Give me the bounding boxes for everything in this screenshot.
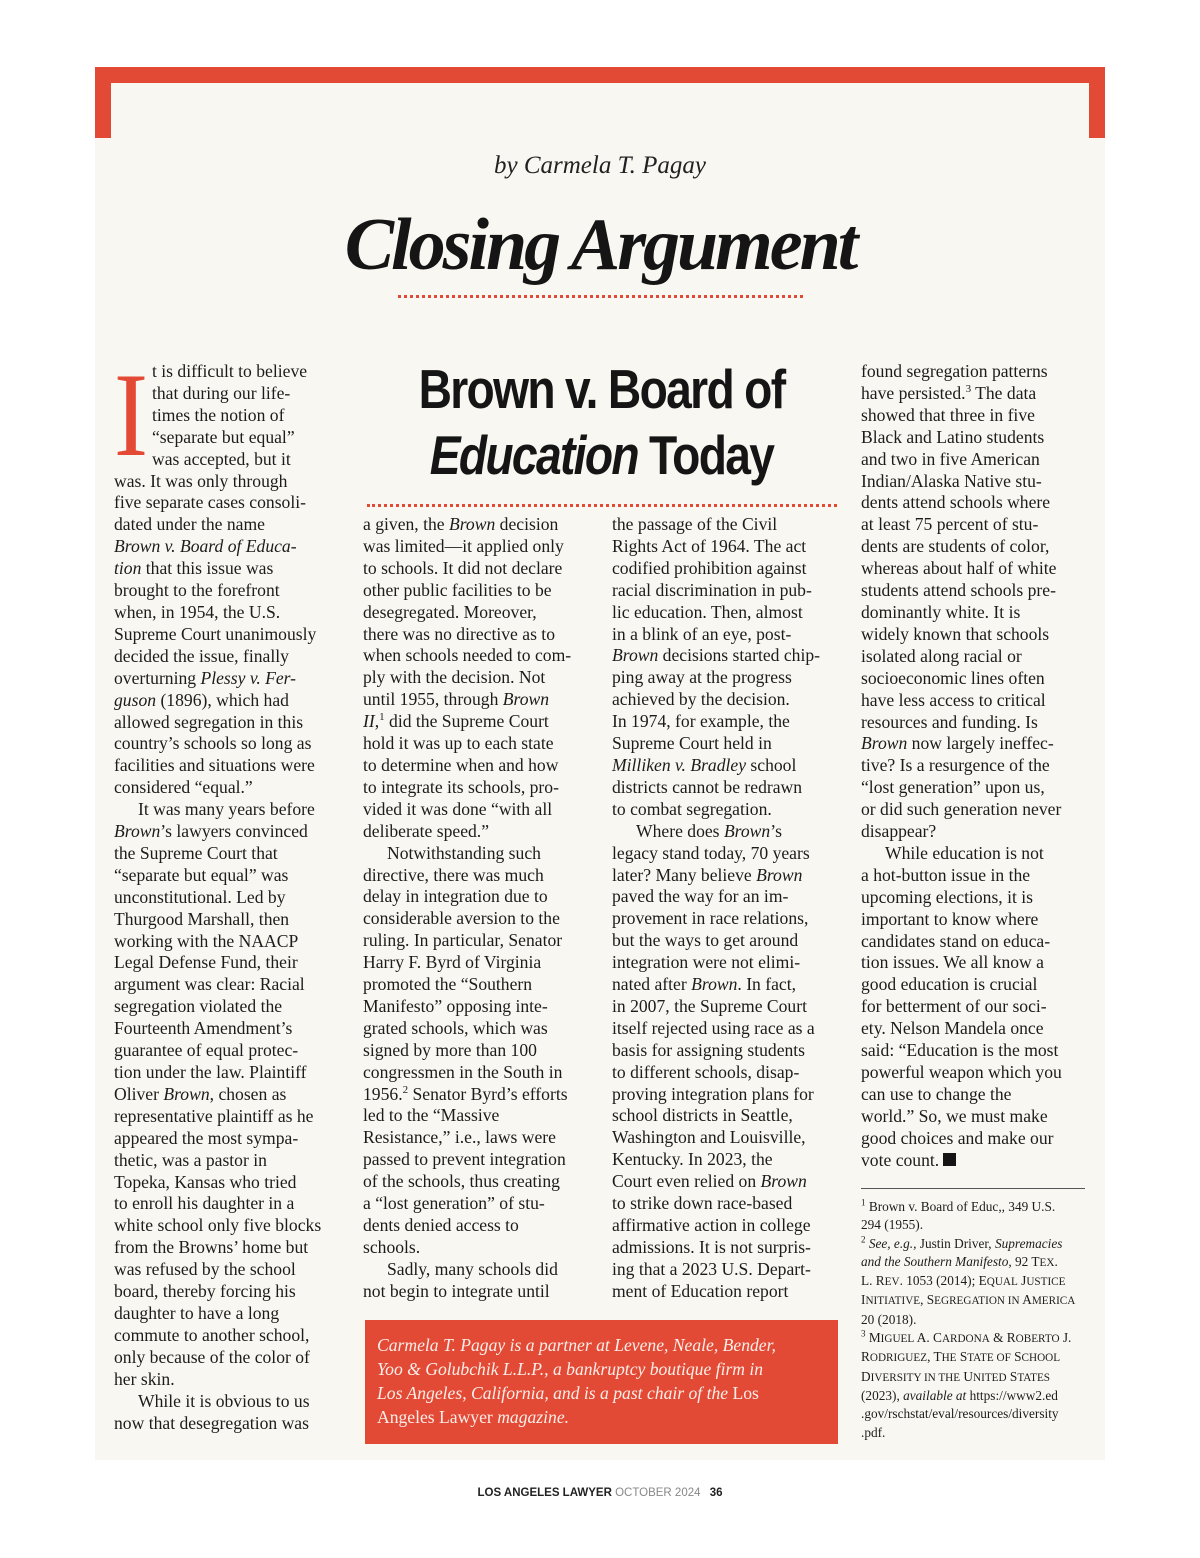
text-line: candidates stand on educa- [861,930,1051,951]
text-line: vided it was done “with all [363,798,553,819]
text-line: at least 75 percent of stu- [861,514,1039,535]
text-line: that during our life- [152,382,291,403]
text-line: good choices and make our [861,1127,1054,1148]
text-line: have less access to critical [861,689,1046,710]
text-line: dominantly white. It is [861,601,1021,622]
text-line: proving integration plans for [612,1083,814,1104]
text-line: upcoming elections, it is [861,886,1034,907]
text-line: powerful weapon which you [861,1062,1062,1082]
text-line: It was many years before [138,799,315,820]
text-line: paved the way for an im- [612,886,789,907]
text-line: Court even relied on Brown [612,1171,807,1192]
text-line: a “lost generation” of stu- [363,1193,545,1214]
text-line: the passage of the Civil [612,514,778,534]
text-line: not begin to integrate until [363,1280,550,1301]
footnote-line: 20 (2018). [861,1311,917,1327]
text-line: when schools needed to com- [363,645,572,666]
footer-date: OCTOBER 2024 [615,1487,701,1499]
header-frame-left [95,67,111,138]
text-line: decided the issue, finally [114,645,289,666]
bio-line: Angeles Lawyer magazine. [377,1407,570,1427]
footnote-line: RODRIGUEZ, THE STATE OF SCHOOL [861,1349,1061,1365]
text-line: ruling. In particular, Senator [363,930,563,951]
text-line: daughter to have a long [114,1302,280,1323]
text-line: promoted the “Southern [363,974,533,995]
text-line: Fourteenth Amendment’s [114,1018,293,1039]
text-line: t is difficult to believe [152,361,308,381]
drop-cap: I [114,348,148,481]
text-line: in 2007, the Supreme Court [612,995,807,1016]
text-line: Topeka, Kansas who tried [114,1171,297,1192]
text-line: there was no directive as to [363,623,555,644]
text-line: other public facilities to be [363,579,552,600]
text-line: Notwithstanding such [387,842,541,863]
text-line: allowed segregation in this [114,711,304,732]
text-line: dents denied access to [363,1215,519,1235]
text-line: working with the NAACP [114,930,299,951]
text-line: thetic, was a pastor in [114,1149,267,1170]
text-line: and two in five American [861,448,1040,469]
text-line: grated schools, which was [363,1017,548,1038]
text-line: Supreme Court unanimously [114,623,317,644]
text-line: Brown decisions started chip- [612,645,821,666]
text-line: or did such generation never [861,799,1062,820]
text-line: to different schools, disap- [612,1061,800,1082]
text-line: tion issues. We all know a [861,952,1044,973]
text-line: but the ways to get around [612,930,799,951]
text-line: While education is not [885,842,1044,863]
text-line: disappear? [861,821,937,842]
footnote-line: L. REV. 1053 (2014); EQUAL JUSTICE [861,1273,1066,1289]
text-line: “separate but equal” was [114,864,289,885]
text-line: affirmative action in college [612,1215,811,1235]
text-line: isolated along racial or [861,645,1022,666]
text-line: commute to another school, [114,1324,310,1345]
text-line: achieved by the decision. [612,689,790,710]
text-line: deliberate speed.” [363,820,490,841]
article-title-rest: Today [637,424,774,486]
footnote-rule [861,1188,1085,1189]
text-line: found segregation patterns [861,361,1048,381]
bio-line: Los Angeles, California, and is a past chair of the Los [377,1383,759,1403]
text-line: resources and funding. Is [861,711,1038,732]
text-line: Oliver Brown, chosen as [114,1083,287,1104]
text-line: ety. Nelson Mandela once [861,1018,1044,1039]
text-line: tion under the law. Plaintiff [114,1062,307,1082]
text-line: considered “equal.” [114,777,253,798]
text-line: ply with the decision. Not [363,667,546,688]
text-line: Kentucky. In 2023, the [612,1149,773,1170]
text-line: to strike down race-based [612,1193,793,1214]
text-line: important to know where [861,908,1039,929]
text-line: considerable aversion to the [363,908,560,929]
text-line: ing that a 2023 U.S. Depart- [612,1258,811,1279]
text-line: districts cannot be redrawn [612,776,803,797]
text-line: a hot-button issue in the [861,864,1031,885]
text-line: ping away at the progress [612,667,792,688]
text-line: later? Many believe Brown [612,864,803,885]
text-line: board, thereby forcing his [114,1281,296,1302]
end-mark [943,1153,956,1166]
text-line: for betterment of our soci- [861,996,1047,1017]
text-line: tive? Is a resurgence of the [861,755,1050,776]
text-line: Legal Defense Fund, their [114,952,298,973]
text-line: widely known that schools [861,623,1050,644]
text-line: students attend schools pre- [861,580,1056,601]
text-line: Washington and Louisville, [612,1127,806,1148]
text-line: now that desegregation was [114,1412,309,1433]
text-line: Harry F. Byrd of Virginia [363,952,542,973]
article-column-4 [861,361,1062,1172]
footnote-line: .gov/rschstat/eval/resources/diversity [861,1406,1059,1422]
byline: by Carmela T. Pagay [493,152,706,179]
text-line: passed to prevent integration [363,1149,566,1170]
text-line: Brown’s lawyers convinced [114,821,308,842]
text-line: hold it was up to each state [363,733,554,754]
text-line: in a blink of an eye, post- [612,623,792,644]
text-line: ment of Education report [612,1280,789,1301]
text-line: showed that three in five [861,404,1035,425]
footnote-line: (2023), available at https://www2.ed [861,1387,1058,1403]
text-line: world.” So, we must make [861,1105,1048,1126]
text-line: schools. [363,1236,421,1257]
footnote-line: .pdf. [861,1424,886,1440]
text-line: integration were not elimi- [612,952,801,973]
text-line: was refused by the school [114,1259,296,1280]
text-line: racial discrimination in pub- [612,579,812,600]
text-line: Sadly, many schools did [387,1258,558,1279]
text-line: dents attend schools where [861,492,1051,513]
text-line: country’s schools so long as [114,733,312,754]
text-line: desegregated. Moreover, [363,601,537,622]
text-line: “separate but equal” [152,426,295,447]
text-line: dents are students of color, [861,536,1050,557]
footnote-line: $^2$ See, e.g., Justin Driver, Supremacies [861,1234,1063,1251]
text-line: Where does Brown’s [636,820,782,841]
text-line: when, in 1954, the U.S. [114,601,281,622]
text-line: 1956.$^2$ Senator Byrd’s efforts [363,1083,568,1104]
text-line: Manifesto” opposing inte- [363,995,548,1016]
page-footer [0,1487,1200,1499]
text-line: said: “Education is the most [861,1040,1059,1061]
text-line: have persisted.$^3$ The data [861,382,1037,403]
article-column-1 [114,348,322,1434]
text-line: Supreme Court held in [612,733,772,754]
text-line: tion that this issue was [114,558,274,579]
footnote-line: INITIATIVE, SEGREGATION IN AMERICA [861,1292,1076,1308]
text-line: was. It was only through [114,470,288,491]
text-line: codified prohibition against [612,557,807,578]
article-title-line1: Brown v. Board of [418,358,785,420]
text-line: white school only five blocks [114,1215,322,1236]
text-line: congressmen in the South in [363,1061,563,1082]
text-line: overturning Plessy v. Fer- [114,667,297,688]
bio-line: Carmela T. Pagay is a partner at Levene, Neale, Bender, [377,1335,776,1355]
text-line: led to the “Massive [363,1105,500,1126]
text-line: guarantee of equal protec- [114,1040,299,1061]
footnotes [861,1198,1075,1442]
text-line: times the notion of [152,404,285,425]
footnote-line: $^1$ Brown v. Board of Educ,, 349 U.S. [861,1197,1056,1214]
text-line: basis for assigning students [612,1039,806,1060]
text-line: from the Browns’ home but [114,1237,309,1258]
page-number: 36 [709,1487,723,1499]
text-line: nated after Brown. In fact, [612,974,797,995]
footer-publication: LOS ANGELES LAWYER [477,1487,612,1499]
text-line: directive, there was much [363,864,544,885]
text-line: Black and Latino students [861,426,1045,447]
text-line: whereas about half of white [861,558,1057,579]
text-line: Brown v. Board of Educa- [114,536,297,557]
text-line: dated under the name [114,514,265,535]
footnote-line: $^3$ MIGUEL A. CARDONA & ROBERTO J. [861,1328,1072,1346]
text-line: provement in race relations, [612,908,809,929]
text-line: until 1955, through Brown [363,689,550,710]
dotted-divider-top [398,295,803,298]
text-line: II,$^1$ did the Supreme Court [363,711,549,732]
text-line: “lost generation” upon us, [861,777,1045,798]
header-frame-right [1089,67,1105,138]
text-line: admissions. It is not surpris- [612,1236,811,1257]
footnote-line: and the Southern Manifesto, 92 TEX. [861,1253,1058,1269]
text-line: of the schools, thus creating [363,1171,560,1192]
dotted-divider-title [367,504,837,507]
text-line: to enroll his daughter in a [114,1193,295,1214]
text-line: facilities and situations were [114,755,315,776]
text-line: Thurgood Marshall, then [114,908,290,929]
text-line: Brown now largely ineffec- [861,733,1054,754]
text-line: socioeconomic lines often [861,667,1045,688]
text-line: can use to change the [861,1083,1012,1104]
text-line: to integrate its schools, pro- [363,776,559,797]
text-line: was limited—it applied only [363,535,564,556]
author-bio-box [365,1320,838,1444]
text-line: to combat segregation. [612,798,772,819]
text-line: Rights Act of 1964. The act [612,535,807,556]
article-title-italic: Education [429,424,638,486]
text-line: guson (1896), which had [114,689,289,710]
text-line: legacy stand today, 70 years [612,842,810,863]
text-line: In 1974, for example, the [612,711,790,732]
text-line: her skin. [114,1368,175,1389]
text-line: only because of the color of [114,1346,310,1367]
text-line: argument was clear: Racial [114,974,305,995]
footnote-line: 294 (1955). [861,1217,924,1233]
text-line: Milliken v. Bradley school [612,754,797,775]
text-line: Indian/Alaska Native stu- [861,470,1042,491]
text-line: unconstitutional. Led by [114,886,286,907]
text-line: good education is crucial [861,974,1038,995]
text-line: vote count. [861,1150,1062,1172]
article-column-2 [363,514,571,1303]
text-line: brought to the forefront [114,580,280,601]
article-title [403,356,800,488]
text-line: to determine when and how [363,754,559,775]
text-line: delay in integration due to [363,886,548,907]
text-line: Resistance,” i.e., laws were [363,1127,556,1148]
text-line: five separate cases consoli- [114,492,306,513]
header-frame-top [95,67,1105,83]
text-line: school districts in Seattle, [612,1105,793,1126]
text-line: While it is obvious to us [138,1390,310,1411]
text-line: was accepted, but it [152,448,291,469]
text-line: signed by more than 100 [363,1039,537,1060]
text-line: to schools. It did not declare [363,557,563,578]
text-line: appeared the most sympa- [114,1127,299,1148]
text-line: the Supreme Court that [114,842,278,863]
footnote-line: DIVERSITY IN THE UNITED STATES [861,1368,1051,1384]
article-column-3 [612,514,820,1303]
text-line: itself rejected using race as a [612,1017,815,1038]
column-title: Closing Argument [344,204,856,286]
text-line: a given, the Brown decision [363,514,559,534]
text-line: segregation violated the [114,996,283,1017]
bio-line: Yoo & Golubchik L.L.P., a bankruptcy boutique firm in [377,1359,764,1379]
text-line: lic education. Then, almost [612,601,803,622]
text-line: representative plaintiff as he [114,1105,314,1126]
